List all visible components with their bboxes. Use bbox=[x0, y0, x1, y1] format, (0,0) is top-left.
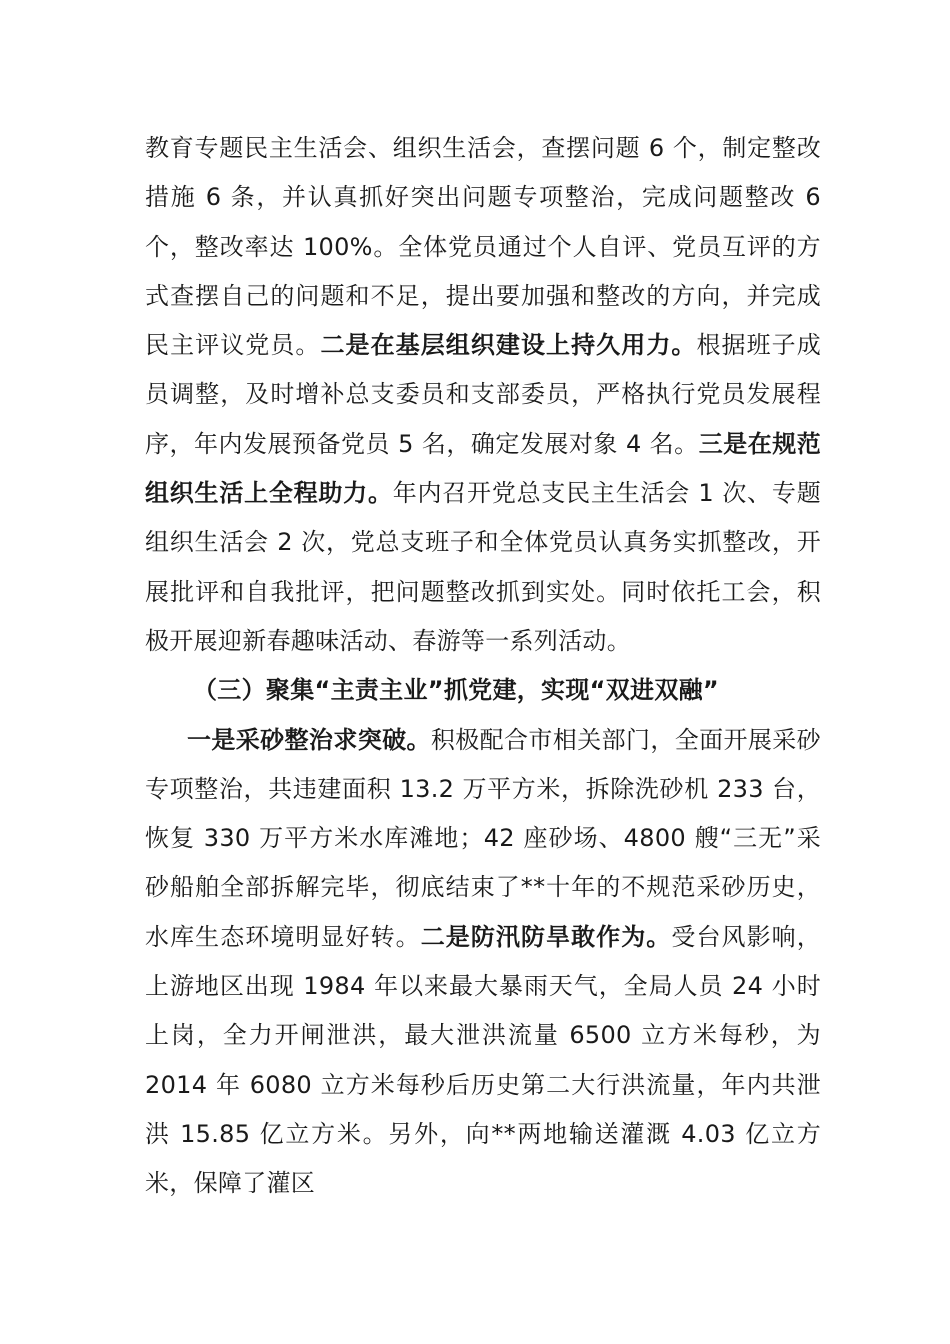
paragraph-sand-mining-flood-control bbox=[145, 716, 821, 1209]
bold-subheading: 二是防汛防旱敢作为。 bbox=[420, 922, 672, 951]
bold-subheading: 三是在规范组织生活上全程助力。 bbox=[145, 429, 822, 508]
text-segment: 根据班子成员调整，及时增补总支委员和支部委员，严格执行党员发展程序，年内发展预备党员 5 名，确定发展对象 4 名。 bbox=[145, 331, 822, 458]
document-body bbox=[145, 124, 821, 1209]
text-segment: 教育专题民主生活会、组织生活会，查摆问题 6 个，制定整改措施 6 条，并认真抓好突出问题专项整治，完成问题整改 6 个，整改率达 100%。全体党员通过个人自评、党员互评的方式查摆自己的问题和不足，提出要加强和整改的方向，并完成民主评议党员。 bbox=[145, 134, 821, 360]
bold-subheading: 一是采砂整治求突破。 bbox=[187, 725, 431, 754]
paragraph-party-building bbox=[145, 124, 821, 666]
section-heading: （三）聚集“主责主业”抓党建，实现“双进双融” bbox=[193, 676, 719, 705]
text-segment: 年内召开党总支民主生活会 1 次、专题组织生活会 2 次，党总支班子和全体党员认真务实抓整改，开展批评和自我批评，把问题整改抓到实处。同时依托工会，积极开展迎新春趣味活动、春游等一系列活动。 bbox=[145, 479, 821, 655]
text-segment: 受台风影响，上游地区出现 1984 年以来最大暴雨天气，全局人员 24 小时上岗，全力开闸泄洪，最大泄洪流量 6500 立方米每秒，为 2014 年 6080 立方米每秒后历史第二大行洪流量，年内共泄洪 15.85 亿立方米。另外，向**两地输送灌溉 4.03 亿立方米，保障了灌区 bbox=[145, 922, 821, 1198]
text-segment: 积极配合市相关部门，全面开展采砂专项整治，共违建面积 13.2 万平方米，拆除洗砂机 233 台，恢复 330 万平方米水库滩地；42 座砂场、4800 艘“三无”采砂船舶全部拆解完毕，彻底结束了**十年的不规范采砂历史，水库生态环境明显好转。 bbox=[145, 725, 821, 951]
bold-subheading: 二是在基层组织建设上持久用力。 bbox=[320, 331, 697, 360]
